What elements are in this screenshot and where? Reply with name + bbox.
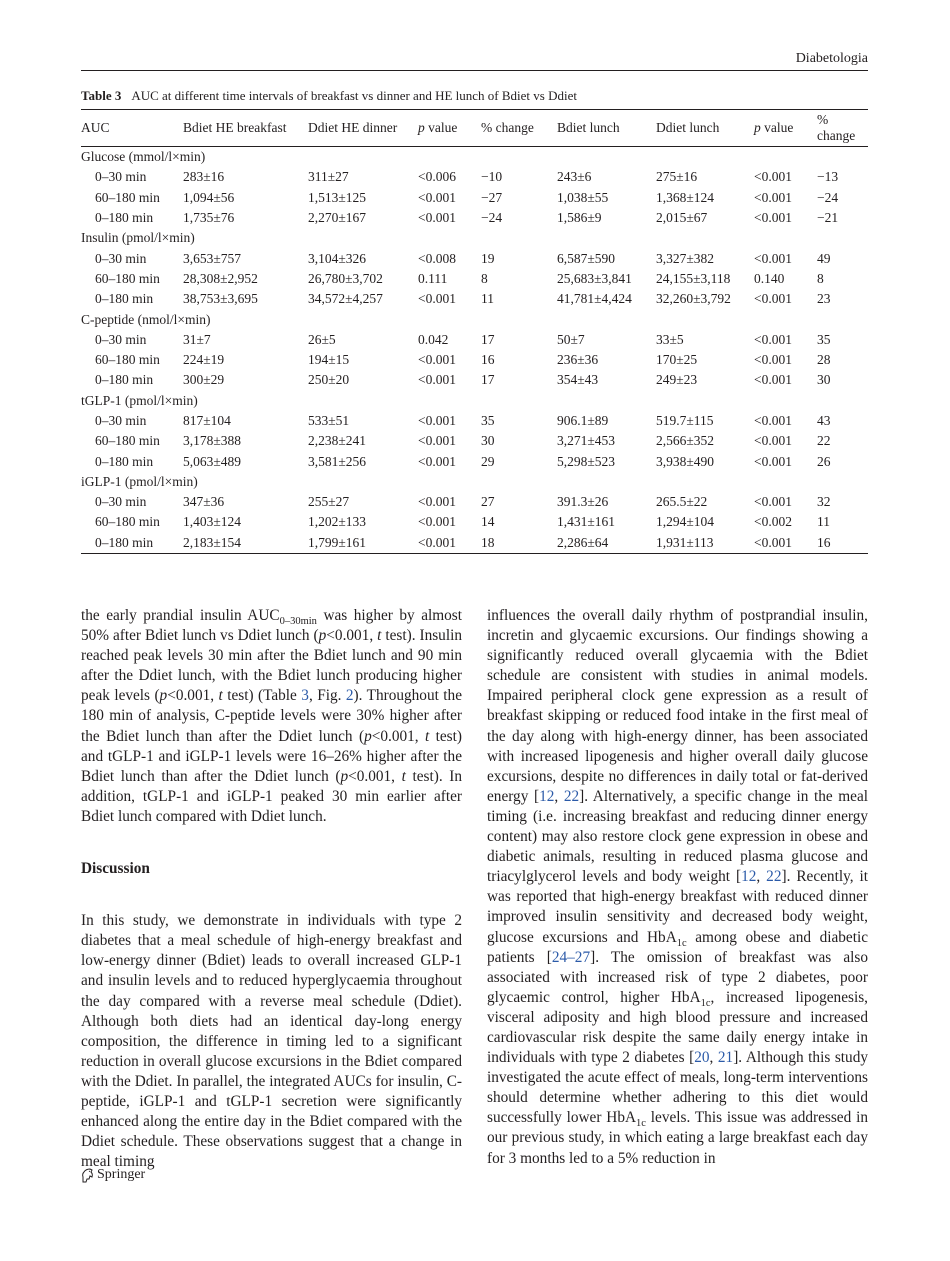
table-cell: 3,178±388 [183,433,242,449]
section-heading: Discussion [81,860,150,878]
table-row [81,512,868,532]
col-header-pvalue: p value [418,110,481,147]
table-cell: <0.001 [754,372,792,388]
table-cell: 906.1±89 [557,413,609,428]
table-cell: 23 [817,291,831,307]
table-row [81,533,868,554]
table-group-row [81,228,868,248]
time-interval-cell: 60–180 min [95,270,160,286]
table-cell: 275±16 [656,169,698,185]
figure-link[interactable]: 2 [345,687,354,705]
col-header: Bdiet lunch [557,110,656,147]
table-cell: 0.111 [418,270,448,286]
table-cell: 249±23 [656,372,698,388]
table-cell: <0.001 [418,372,456,388]
table-cell: <0.001 [754,453,792,469]
table-cell: 14 [481,514,495,530]
table-cell: 17 [481,372,495,388]
table-cell: 255±27 [308,494,350,510]
table-link[interactable]: 3 [301,687,309,705]
table-cell: 3,271±453 [557,433,616,449]
time-interval-cell: 0–30 min [95,331,147,347]
table-row [81,289,868,309]
table-row [81,431,868,451]
table-cell: 31±7 [183,331,211,347]
table-cell: 18 [481,534,495,550]
group-label: Insulin (pmol/l×min) [81,230,195,246]
table-cell: −24 [481,210,503,226]
table-cell: 50±7 [557,331,585,347]
table-cell: 11 [481,291,494,307]
table-cell: 28,308±2,952 [183,270,258,286]
ref-link[interactable]: 21 [717,1049,734,1067]
publisher-name: Springer [97,1167,146,1182]
table-group-row [81,309,868,329]
journal-name: Diabetologia [795,51,868,66]
table-cell: 29 [481,453,495,469]
table-cell: 2,015±67 [656,210,708,226]
table-cell: 1,094±56 [183,189,235,205]
table-cell: 30 [817,372,831,388]
group-label: C-peptide (nmol/l×min) [81,311,211,327]
table-cell: 8 [481,270,488,286]
ref-link[interactable]: 22 [563,787,580,805]
table-cell: 35 [481,413,495,428]
table-cell: 347±36 [183,494,225,510]
ref-link[interactable]: 24–27 [551,948,591,966]
table-cell: 533±51 [308,413,350,428]
table-cell: 3,581±256 [308,453,367,469]
table-cell: <0.001 [418,189,456,205]
table-row [81,350,868,370]
group-label: iGLP-1 (pmol/l×min) [81,473,198,489]
right-column [487,606,868,1169]
table-cell: <0.001 [754,331,792,347]
table-cell: 250±20 [308,372,350,388]
table-cell: <0.001 [754,534,792,550]
table-cell: 16 [481,352,495,368]
table-cell: 49 [817,250,831,266]
table-cell: −27 [481,189,503,205]
ref-link[interactable]: 12 [539,787,555,805]
table-cell: 1,931±113 [656,534,714,550]
table-cell: 170±25 [656,352,698,368]
col-header: Ddiet lunch [656,110,754,147]
table-cell: 1,431±161 [557,514,616,530]
table-label: Table 3 [81,88,122,103]
table-cell: −10 [481,169,503,185]
table-cell: <0.001 [754,291,792,307]
time-interval-cell: 0–180 min [95,534,154,550]
table-cell: <0.001 [418,210,456,226]
table-row [81,370,868,390]
table-cell: <0.001 [418,291,456,307]
table-cell: 3,653±757 [183,250,242,266]
table-cell: 5,063±489 [183,453,242,469]
table-cell: 354±43 [557,372,599,388]
group-label: Glucose (mmol/l×min) [81,149,206,165]
table-cell: <0.001 [754,169,792,185]
table-cell: 17 [481,331,495,347]
table-cell: <0.001 [754,413,792,428]
table-cell: 32 [817,494,831,510]
table-cell: 33±5 [656,331,684,347]
discussion-paragraph: In this study, we demonstrate in individuals with type 2 diabetes that a meal schedule of high-energy breakfast and low-energy dinner (Bdiet) leads to overall increased GLP-1 and insulin levels and to reduced hyperglycaemia throughout the day compared with a reverse meal schedule (Ddiet). Although both diets had an identical day-long energy composition, the difference in timing led to a significant reduction in overall glucose excursions in the Bdiet compared with the Ddiet. In parallel, the integrated AUCs for insulin, C-peptide, iGLP-1 and tGLP-1 secretion were significantly enhanced along the entire day in the Bdiet compared with the Ddiet schedule. These observations suggest that a change in meal timing [81,912,462,1171]
table-cell: 243±6 [557,169,592,185]
time-interval-cell: 60–180 min [95,352,160,368]
table-cell: 1,038±55 [557,189,609,205]
table-row [81,248,868,268]
table-caption [81,88,577,104]
table-cell: 300±29 [183,372,225,388]
table-cell: 22 [817,433,831,449]
table-cell: 236±36 [557,352,599,368]
table-cell: 2,183±154 [183,534,242,550]
time-interval-cell: 60–180 min [95,514,160,530]
time-interval-cell: 0–180 min [95,291,154,307]
table-cell: 2,286±64 [557,534,609,550]
table-cell: <0.001 [418,453,456,469]
table-cell: 8 [817,270,824,286]
discussion-paragraph-continued: influences the overall daily rhythm of postprandial insulin, incretin and glycaemic excursions. Our findings showing a significantly reduced overall glycaemia with the Bdiet schedule are consistent with studies in animal models. Impaired peripheral clock gene expression as a result of breakfast skipping or reduced food intake in the first meal of the day along with high-energy dinner, has been associated with increased lipogenesis and higher overall daily glucose excursions, despite no differences in daily total or fat-derived energy [12, 22]. Alternatively, a specific change in the meal timing (i.e. increasing breakfast and reducing dinner energy content) may also restore clock gene expression in obese and diabetic animals, resulting in reduced plasma glucose and triacylglycerol levels and body weight [12, 22]. Recently, it was reported that high-energy breakfast with reduced dinner improved insulin sensitivity and decreased body weight, glucose excursions and HbA$_{1c}$ among obese and diabetic patients [24–27]. The omission of breakfast was also associated with increased risk of type 2 diabetes, poor glycaemic control, higher HbA$_{1c}$, increased lipogenesis, visceral adiposity and high blood pressure and increased cardiovascular risk despite the same daily energy intake in individuals with type 2 diabetes [20, 21]. Although this study investigated the acute effect of meals, long-term interventions should determine whether adhering to this diet would successfully lower HbA$_{1c}$ levels. This issue was addressed in our previous study, in which eating a large breakfast each day for 3 months led to a 5% reduction in [487,607,869,1167]
table-cell: −13 [817,169,839,185]
table-cell: <0.001 [418,352,456,368]
table-cell: <0.001 [418,433,456,449]
table-cell: 35 [817,331,831,347]
auc-table [81,109,868,554]
ref-link[interactable]: 12 [741,868,757,886]
table-cell: 26 [817,453,831,469]
table-cell: 28 [817,352,831,368]
left-column [81,606,462,1172]
table-cell: <0.001 [754,210,792,226]
table-cell: 0.140 [754,270,785,286]
table-cell: 194±15 [308,352,350,368]
table-cell: 26,780±3,702 [308,270,383,286]
table-cell: <0.001 [754,494,792,510]
table-cell: 24,155±3,118 [656,270,731,286]
ref-link[interactable]: 20 [694,1049,710,1067]
time-interval-cell: 0–180 min [95,210,154,226]
table-cell: 2,566±352 [656,433,715,449]
table-cell: 32,260±3,792 [656,291,731,307]
table-cell: <0.008 [418,250,456,266]
table-header-row [81,110,868,147]
table-cell: 283±16 [183,169,225,185]
table-cell: 3,104±326 [308,250,367,266]
table-cell: 519.7±115 [656,413,714,428]
col-header: AUC [81,110,183,147]
table-cell: 38,753±3,695 [183,291,258,307]
table-cell: 1,294±104 [656,514,715,530]
table-cell: 11 [817,514,830,530]
table-group-row [81,147,868,168]
time-interval-cell: 0–180 min [95,453,154,469]
table-row [81,188,868,208]
table-caption-text: AUC at different time intervals of breakfast vs dinner and HE lunch of Bdiet vs Ddiet [131,88,577,103]
table-cell: 265.5±22 [656,494,708,510]
ref-link[interactable]: 22 [766,868,782,886]
table-cell: <0.001 [418,534,456,550]
table-cell: 1,586±9 [557,210,602,226]
time-interval-cell: 0–30 min [95,413,147,428]
table-cell: 30 [481,433,495,449]
table-cell: 311±27 [308,169,349,185]
table-cell: 27 [481,494,495,510]
table-row [81,411,868,431]
publisher-footer [81,1167,145,1183]
table-cell: 817±104 [183,413,231,428]
table-cell: <0.001 [418,514,456,530]
table-cell: 16 [817,534,831,550]
table-cell: <0.001 [418,494,456,510]
table-cell: −24 [817,189,839,205]
table-cell: 0.042 [418,331,449,347]
table-cell: <0.001 [418,413,456,428]
table-cell: 2,238±241 [308,433,367,449]
springer-horse-icon [81,1168,94,1183]
col-header: % change [817,110,868,147]
time-interval-cell: 60–180 min [95,189,160,205]
table-row [81,451,868,471]
table-cell: 1,403±124 [183,514,242,530]
time-interval-cell: 60–180 min [95,433,160,449]
table-cell: 1,513±125 [308,189,367,205]
table-cell: 2,270±167 [308,210,367,226]
table-group-row [81,391,868,411]
table-cell: <0.001 [754,189,792,205]
table-cell: 1,799±161 [308,534,367,550]
time-interval-cell: 0–30 min [95,250,147,266]
table-cell: 391.3±26 [557,494,609,510]
col-header: % change [481,110,557,147]
time-interval-cell: 0–30 min [95,169,147,185]
table-cell: 1,368±124 [656,189,715,205]
table-cell: <0.002 [754,514,792,530]
time-interval-cell: 0–180 min [95,372,154,388]
table-cell: <0.001 [754,433,792,449]
table-row [81,330,868,350]
col-header-pvalue: p value [754,110,817,147]
table-cell: 1,202±133 [308,514,367,530]
table-cell: 34,572±4,257 [308,291,383,307]
col-header: Bdiet HE breakfast [183,110,308,147]
results-paragraph: the early prandial insulin $AUC_{0-30min}$ was higher by almost 50% after Bdiet lunch vs Ddiet lunch (p<0.001, t test). Insulin reached peak levels 30 min after the Bdiet lunch and 90 min after the Ddiet lunch, with the Bdiet lunch producing higher peak levels (p<0.001, t test) (Table 3, Fig. 2). Throughout the 180 min of analysis, C-peptide levels were 30% higher after the Bdiet lunch than after the Ddiet lunch (p<0.001, t test) and tGLP-1 and iGLP-1 levels were 16–26% higher after the Bdiet lunch than after the Ddiet lunch (p<0.001, t test). In addition, tGLP-1 and iGLP-1 peaked 30 min earlier after Bdiet lunch compared with Ddiet lunch. [81,607,462,825]
table-cell: −21 [817,210,839,226]
table-cell: 25,683±3,841 [557,270,632,286]
table-cell: 224±19 [183,352,225,368]
table-cell: 41,781±4,424 [557,291,632,307]
table-cell: 26±5 [308,331,336,347]
table-cell: <0.001 [754,250,792,266]
table-row [81,269,868,289]
table-cell: 5,298±523 [557,453,616,469]
table-cell: 3,327±382 [656,250,715,266]
table-cell: 19 [481,250,495,266]
header-rule [81,70,868,71]
table-cell: 1,735±76 [183,210,235,226]
col-header: Ddiet HE dinner [308,110,418,147]
table-cell: <0.001 [754,352,792,368]
table-cell: 3,938±490 [656,453,715,469]
group-label: tGLP-1 (pmol/l×min) [81,392,198,408]
table-row [81,208,868,228]
table-row [81,167,868,187]
table-group-row [81,472,868,492]
table-row [81,492,868,512]
table-cell: 6,587±590 [557,250,616,266]
table-cell: <0.006 [418,169,456,185]
time-interval-cell: 0–30 min [95,494,147,510]
table-cell: 43 [817,413,831,428]
